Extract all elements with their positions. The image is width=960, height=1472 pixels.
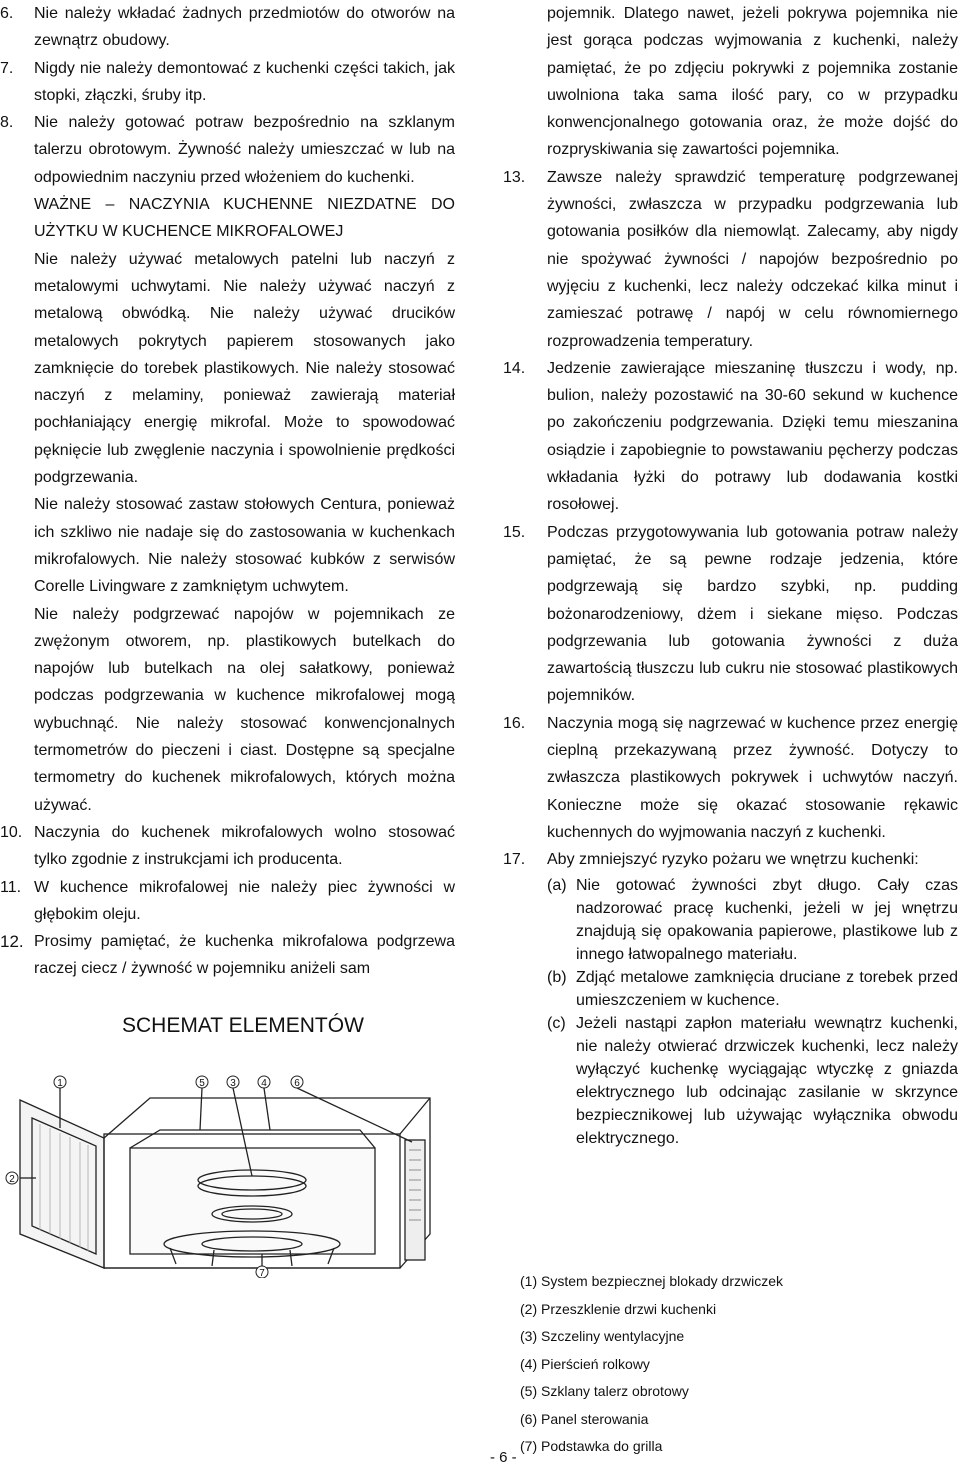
list-item-8: [0, 109, 455, 191]
item-number: 14.: [503, 359, 526, 377]
item-text: Naczynia do kuchenek mikrofalowych wolno stosować tylko zgodnie z instrukcjami ich producenta.: [34, 823, 455, 869]
sub-item-b: [547, 966, 958, 1012]
diagram-label-4: 4: [261, 1078, 267, 1089]
item-text: Jedzenie zawierające mieszaninę tłuszczu i wody, np. bulion, należy pozostawić na 30-60 sekund w kuchence po zakończeniu podgrzewania. Dzięki temu mieszanina osiądzie i zapobiegnie to powstawaniu pęcherzy podczas wkładania łyżki do potrawy lub dodawania kostki rosołowej.: [547, 359, 958, 514]
right-column: [503, 0, 958, 1150]
list-item-7: [0, 55, 455, 110]
item-number: 10.: [0, 823, 23, 841]
item-number: 8.: [0, 114, 14, 132]
legend-item: (6) Panel sterowania: [520, 1410, 649, 1427]
legend-item: (3) Szczeliny wentylacyjne: [520, 1328, 685, 1344]
item-text: Nie należy wkładać żadnych przedmiotów do otworów na zewnątrz obudowy.: [34, 5, 455, 50]
legend-item: (4) Pierścień rolkowy: [520, 1355, 650, 1372]
continued-text: pojemnik. Dlatego nawet, jeżeli pokrywa pojemnika nie jest gorąca podczas wyjmowania z kuchenki, należy pamiętać, że po zdjęciu pokrywki z pojemnika zostanie uwolniona taka sama ilość pary, co w przypadku konwencjonalnego gotowania oraz, że może dojść do rozpryskiwania się zawartości pojemnika.: [547, 5, 958, 159]
page-number: - 6 -: [490, 1449, 517, 1466]
diagram-label-2: 2: [9, 1174, 15, 1185]
list-item-15: [503, 519, 958, 710]
sub-item-number: (a): [547, 876, 567, 894]
legend: [520, 1268, 783, 1461]
item-number: 11.: [0, 878, 22, 896]
legend-item: (1) System bezpiecznej blokady drzwiczek: [520, 1273, 783, 1289]
item-number: 16.: [503, 714, 526, 732]
schema-title: SCHEMAT ELEMENTÓW: [122, 1014, 364, 1037]
paragraph: Nie należy stosować zastaw stołowych Centura, ponieważ ich szkliwo nie nadaje się do zastosowania w kuchenkach mikrofalowych. Nie należy stosować kubków z serwisów Corelle Livingware z zamkniętym uchwytem.: [34, 496, 455, 596]
item-number: 7.: [0, 59, 14, 77]
item-text: Nie należy gotować potraw bezpośrednio na szklanym talerzu obrotowym. Żywność należy umieszczać w lub na odpowiednim naczyniu przed włożeniem do kuchenki.: [34, 114, 455, 186]
sub-item-a: [547, 874, 958, 966]
item-number: 6.: [0, 5, 14, 22]
microwave-diagram: [0, 1058, 470, 1278]
list-item-10: [0, 819, 455, 874]
list-item-12: [0, 928, 455, 983]
item-number: 13.: [503, 168, 526, 186]
list-item-17: [503, 846, 958, 873]
diagram-label-5: 5: [199, 1078, 205, 1089]
item-text: W kuchence mikrofalowej nie należy piec żywności w głębokim oleju.: [34, 878, 455, 923]
list-item-6: [0, 0, 455, 55]
item-text: Zawsze należy sprawdzić temperaturę podgrzewanej żywności, zwłaszcza w przypadku podgrzewania lub gotowania posiłków dla niemowląt. Zalecamy, aby nigdy nie spożywać żywności / napojów bezpośrednio po wyjęciu z kuchenki, lecz należy odczekać kilka minut i zamieszać potrawę / napój w celu równomiernego rozprowadzenia temperatury.: [547, 168, 958, 350]
item-text: Nigdy nie należy demontować z kuchenki części takich, jak stopki, złączki, śruby itp.: [34, 59, 455, 104]
diagram-label-3: 3: [230, 1078, 236, 1089]
list-item-11: [0, 874, 455, 929]
legend-item: (7) Podstawka do grilla: [520, 1438, 663, 1454]
sub-item-text: Zdjąć metalowe zamknięcia druciane z torebek przed umieszczeniem w kuchence.: [576, 968, 958, 1009]
legend-item: (5) Szklany talerz obrotowy: [520, 1383, 689, 1399]
item-number: 15.: [503, 523, 526, 541]
warning-heading: WAŻNE – NACZYNIA KUCHENNE NIEZDATNE DO UŻYTKU W KUCHENCE MIKROFALOWEJ: [34, 196, 455, 241]
item-text: Aby zmniejszyć ryzyko pożaru we wnętrzu kuchenki:: [547, 851, 919, 869]
diagram-label-1: 1: [57, 1078, 63, 1089]
sub-item-c: [547, 1012, 958, 1150]
item-number: 12.: [0, 932, 24, 952]
item-text: Naczynia mogą się nagrzewać w kuchence przez energię cieplną przekazywaną przez żywność. Dotyczy to zwłaszcza plastikowych pokrywek i uchwytów naczyń. Konieczne może się okazać stosowanie rękawic kuchennych do wyjmowania naczyń z kuchenki.: [547, 714, 958, 841]
sub-item-number: (c): [547, 1014, 566, 1032]
sub-item-number: (b): [547, 968, 567, 986]
paragraph: Nie należy podgrzewać napojów w pojemnikach ze zwężonym otworem, np. plastikowych butelkach do napojów lub butelkach na olej sałatkowy, ponieważ podczas podgrzewania w kuchence mikrofalowej mogą wybuchnąć. Nie należy stosować konwencjonalnych termometrów do pieczeni i ciast. Dostępne są specjalne termometry do kuchenek mikrofalowych, których można używać.: [34, 605, 455, 814]
legend-item: (2) Przeszklenie drzwi kuchenki: [520, 1300, 717, 1317]
paragraph: Nie należy używać metalowych patelni lub naczyń z metalowymi uchwytami. Nie należy używać naczyń z metalową obwódką. Nie należy używać drucików metalowych pokrytych papierem stosowanych jako zamknięcie do torebek plastikowych. Nie należy stosować naczyń z melaminy, ponieważ zawierają materiał pochłaniający energię mikrofal. Może to spowodować pęknięcie lub zwęglenie naczynia i spowolnienie prędkości podgrzewania.: [34, 250, 455, 487]
item-text: Prosimy pamiętać, że kuchenka mikrofalowa podgrzewa raczej ciecz / żywność w pojemniku aniżeli sam: [34, 933, 455, 978]
left-column: [0, 0, 455, 983]
item-text: Podczas przygotowywania lub gotowania potraw należy pamiętać, że są pewne rodzaje jedzenia, które podgrzewają się bardzo szybki, np. pudding bożonarodzeniowy, dżem i siekane mięso. Podczas podgrzewania lub gotowania żywności z duża zawartością tłuszczu lub cukru nie stosować plastikowych pojemników.: [547, 523, 958, 705]
list-item-16: [503, 710, 958, 846]
sub-item-text: Nie gotować żywności zbyt długo. Cały czas nadzorować pracę kuchenki, jeżeli w jej wnętrzu znajdują się opakowania papierowe, plastikowe lub z innego łatwopalnego materiału.: [576, 876, 958, 963]
list-item-14: [503, 355, 958, 519]
sub-item-text: Jeżeli nastąpi zapłon materiału wewnątrz kuchenki, nie należy otwierać drzwiczek kuchenki, lecz należy wyłączyć kuchenkę wyciągając wtyczkę z gniazda elektrycznego lub odcinając zasilanie w skrzynce bezpiecznikowej lub używając wyłącznika obwodu elektrycznego.: [576, 1014, 958, 1147]
item-number: 17.: [503, 851, 526, 869]
list-item-13: [503, 164, 958, 355]
diagram-label-7: 7: [259, 1268, 265, 1278]
diagram-label-6: 6: [294, 1078, 300, 1089]
